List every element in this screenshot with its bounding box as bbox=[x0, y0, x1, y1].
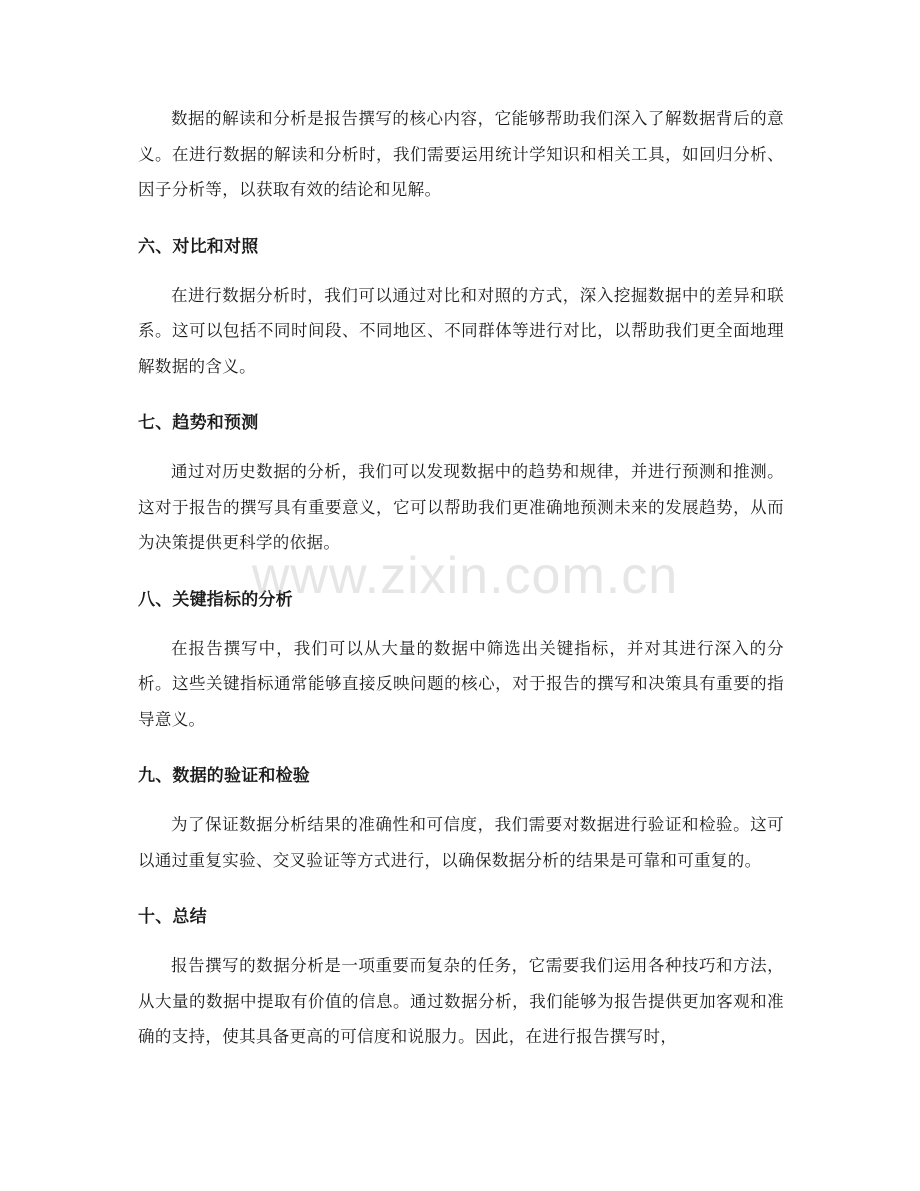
section-heading-10: 十、总结 bbox=[138, 907, 207, 927]
paragraph-section-8: 在报告撰写中，我们可以从大量的数据中筛选出关键指标，并对其进行深入的分析。这些关键指标通常能够直接反映问题的核心，对于报告的撰写和决策具有重要的指导意义。 bbox=[138, 638, 784, 729]
paragraph-section-9: 为了保证数据分析结果的准确性和可信度，我们需要对数据进行验证和检验。这可以通过重复实验、交叉验证等方式进行，以确保数据分析的结果是可靠和可重复的。 bbox=[138, 815, 784, 870]
section-heading-6: 六、对比和对照 bbox=[138, 236, 259, 257]
paragraph-intro: 数据的解读和分析是报告撰写的核心内容，它能够帮助我们深入了解数据背后的意义。在进行数据的解读和分析时，我们需要运用统计学知识和相关工具，如回归分析、因子分析等，以获取有效的结论和见解。 bbox=[138, 109, 784, 199]
paragraph-section-7: 通过对历史数据的分析，我们可以发现数据中的趋势和规律，并进行预测和推测。这对于报告的撰写具有重要意义，它可以帮助我们更准确地预测未来的发展趋势，从而为决策提供更科学的依据。 bbox=[138, 462, 784, 552]
section-heading-7: 七、趋势和预测 bbox=[138, 413, 259, 433]
document-body bbox=[138, 101, 784, 1055]
paragraph-section-10: 报告撰写的数据分析是一项重要而复杂的任务，它需要我们运用各种技巧和方法，从大量的数据中提取有价值的信息。通过数据分析，我们能够为报告提供更加客观和准确的支持，使其具备更高的可信度和说服力。因此，在进行报告撰写时， bbox=[138, 956, 784, 1046]
section-heading-9: 九、数据的验证和检验 bbox=[138, 766, 310, 786]
watermark-text: www.zixin.com.cn bbox=[251, 547, 679, 605]
section-heading-8: 八、关键指标的分析 bbox=[138, 589, 293, 610]
paragraph-section-6: 在进行数据分析时，我们可以通过对比和对照的方式，深入挖掘数据中的差异和联系。这可以包括不同时间段、不同地区、不同群体等进行对比，以帮助我们更全面地理解数据的含义。 bbox=[138, 285, 784, 376]
